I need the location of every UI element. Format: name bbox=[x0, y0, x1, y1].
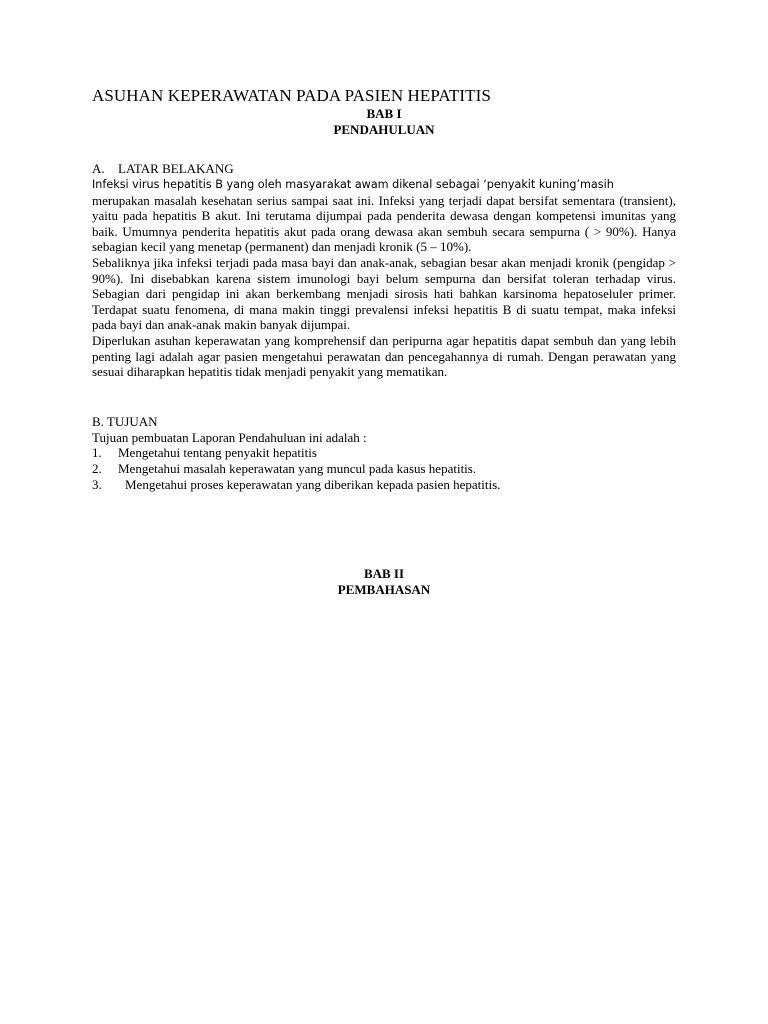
list-item bbox=[92, 461, 676, 477]
spacer bbox=[92, 138, 676, 161]
chapter-1-title: PENDAHULUAN bbox=[333, 122, 435, 137]
list-item bbox=[92, 445, 676, 461]
section-b-intro: Tujuan pembuatan Laporan Pendahuluan ini adalah : bbox=[92, 429, 367, 445]
section-a-number: A. bbox=[92, 161, 105, 176]
list-item-text: Mengetahui masalah keperawatan yang muncul pada kasus hepatitis. bbox=[118, 460, 477, 476]
paragraph-3: Diperlukan asuhan keperawatan yang komprehensif dan peripurna agar hepatitis dapat sembuh dan yang lebih penting lagi adalah agar pasien mengetahui perawatan dan pencegahannya di rumah. Dengan perawatan yang sesuai diharapkan hepatitis tidak menjadi penyakit yang mematikan. bbox=[92, 332, 676, 380]
paragraph-1-first-line: Infeksi virus hepatitis B yang oleh masyarakat awam dikenal sebagai ‘penyakit kuning’masih bbox=[92, 178, 614, 191]
list-marker: 2. bbox=[92, 460, 102, 476]
list-item-text: Mengetahui proses keperawatan yang diberikan kepada pasien hepatitis. bbox=[125, 476, 501, 492]
list-marker: 1. bbox=[92, 445, 102, 461]
chapter-1-label: BAB I bbox=[366, 106, 402, 121]
chapter-2-label: BAB II bbox=[363, 566, 405, 582]
document-body bbox=[92, 86, 676, 598]
list-item-text: Mengetahui tentang penyakit hepatitis bbox=[118, 445, 317, 461]
section-a-title: LATAR BELAKANG bbox=[118, 161, 234, 176]
objectives-list bbox=[92, 445, 676, 492]
paragraph-2: Sebaliknya jika infeksi terjadi pada masa bayi dan anak-anak, sebagian besar akan menjadi kronik (pengidap > 90%). Ini disebabkan karena sistem imunologi bayi belum sempurna dan bersifat toleran terhadap virus. Sebagian dari pengidap ini akan berkembang menjadi sirosis hati bahkan karsinoma hepatoseluler primer. Terdapat suatu fenomena, di mana makin tinggi prevalensi infeksi hepatitis B di suatu tempat, maka infeksi pada bayi dan anak-anak makin banyak dijumpai. bbox=[92, 254, 676, 333]
list-item bbox=[92, 477, 676, 493]
section-b-heading: B. TUJUAN bbox=[92, 413, 158, 429]
spacer bbox=[92, 492, 676, 566]
section-a-heading bbox=[92, 161, 676, 177]
paragraph-1: merupakan masalah kesehatan serius sampai saat ini. Infeksi yang terjadi dapat bersifat sementara (transient), yaitu pada hepatitis B akut. Ini terutama dijumpai pada penderita dewasa dengan kompetensi imunitas yang baik. Umumnya penderita hepatitis akut pada orang dewasa akan sembuh secara sempurna ( > 90%). Hanya sebagian kecil yang menetap (permanent) dan menjadi kronik (5 – 10%). bbox=[92, 192, 676, 255]
document-title: ASUHAN KEPERAWATAN PADA PASIEN HEPATITIS bbox=[92, 86, 491, 105]
list-marker: 3. bbox=[92, 476, 102, 492]
spacer bbox=[92, 380, 676, 414]
chapter-2-title: PEMBAHASAN bbox=[337, 582, 431, 598]
